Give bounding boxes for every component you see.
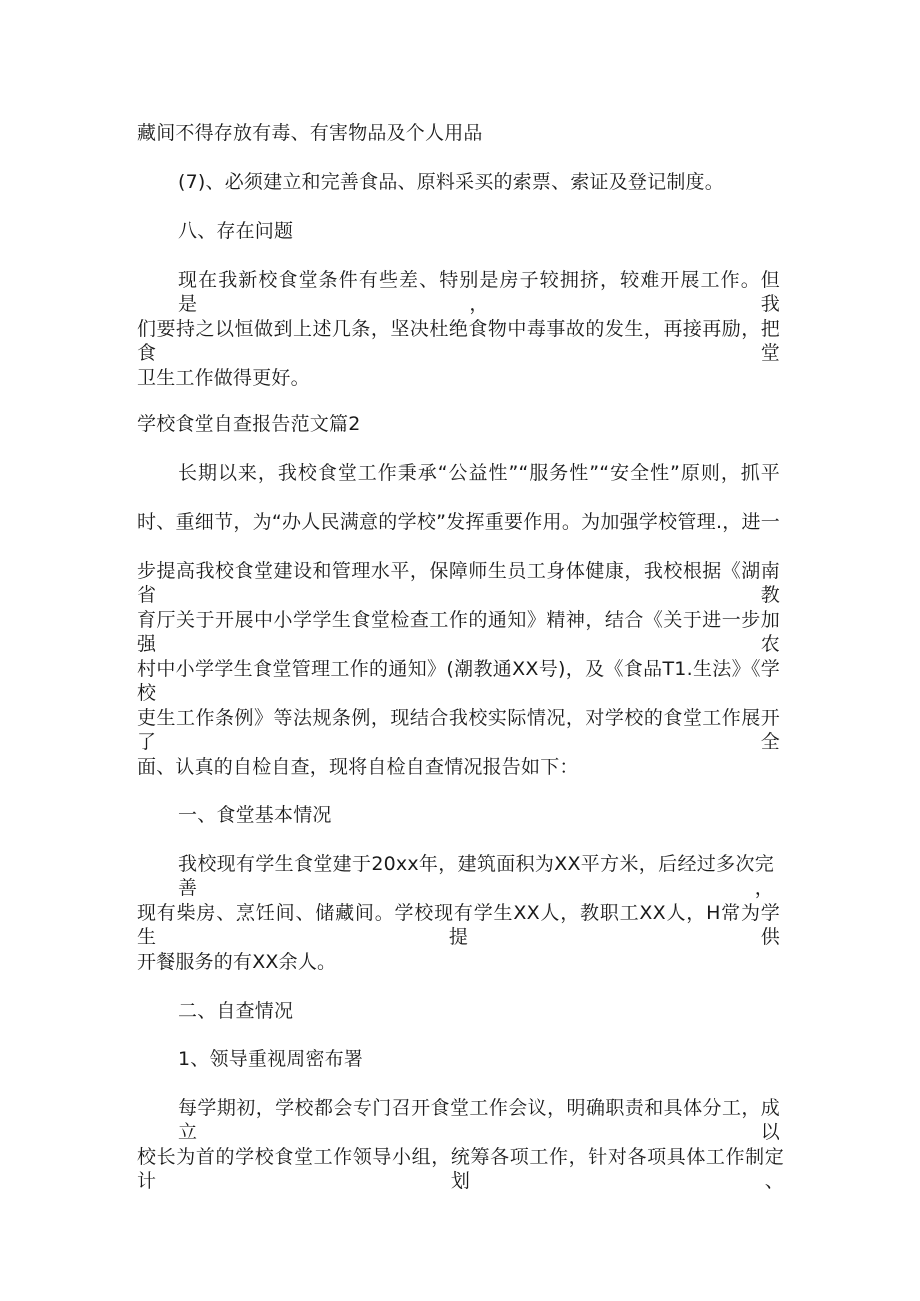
text-line-12: 村中小学学生食堂管理工作的通知》(潮教通XX号)，及《食品T1.生法》《学校 <box>137 658 780 704</box>
text-line-18: 开餐服务的有XX余人。 <box>137 951 337 973</box>
section-heading-2: 二、自查情况 <box>178 1000 294 1022</box>
text-line-8: 长期以来，我校食堂工作秉承“公益性”“服务性”“安全性”原则，抓平 <box>178 462 780 484</box>
section-heading-1: 一、食堂基本情况 <box>178 804 332 826</box>
text-line-13: 吏生工作条例》等法规条例，现结合我校实际情况，对学校的食堂工作展开了全 <box>137 707 780 753</box>
text-line-21: 每学期初，学校都会专门召开食堂工作会议，明确职责和具体分工，成立以 <box>178 1097 780 1143</box>
text-line-17: 现有柴房、烹饪间、储藏间。学校现有学生XX人，教职工XX人，H常为学生提供 <box>137 902 780 948</box>
text-line-14: 面、认真的自检自查，现将自检自查情况报告如下： <box>137 756 579 778</box>
text-line-2: (7)、必须建立和完善食品、原料采买的索票、索证及登记制度。 <box>178 171 724 193</box>
text-line-16: 我校现有学生食堂建于20xx年，建筑面积为XX平方米，后经过多次完善， <box>178 853 774 899</box>
subsection-heading-1: 1、领导重视周密布署 <box>178 1048 364 1070</box>
text-line-5: 们要持之以恒做到上述几条，坚决杜绝食物中毒事故的发生，再接再励，把食堂 <box>137 318 780 364</box>
section-heading-8: 八、存在问题 <box>178 220 294 242</box>
text-line-22: 校长为首的学校食堂工作领导小组，统筹各项工作，针对各项具体工作制定计划、 <box>137 1146 784 1192</box>
text-line-1: 藏间不得存放有毒、有害物品及个人用品 <box>137 122 483 144</box>
text-line-10: 步提高我校食堂建设和管理水平，保障师生员工身体健康，我校根据《湖南省教 <box>137 560 780 606</box>
article-title: 学校食堂自查报告范文篇2 <box>137 413 361 435</box>
text-line-11: 育厅关于开展中小学学生食堂检查工作的通知》精神，结合《关于进一步加强农 <box>137 609 780 655</box>
text-line-4: 现在我新校食堂条件有些差、特别是房子较拥挤，较难开展工作。但是，我 <box>178 269 780 315</box>
text-line-9: 时、重细节，为“办人民满意的学校”发挥重要作用。为加强学校管理.，进一 <box>137 511 780 533</box>
text-line-6: 卫生工作做得更好。 <box>137 367 310 389</box>
